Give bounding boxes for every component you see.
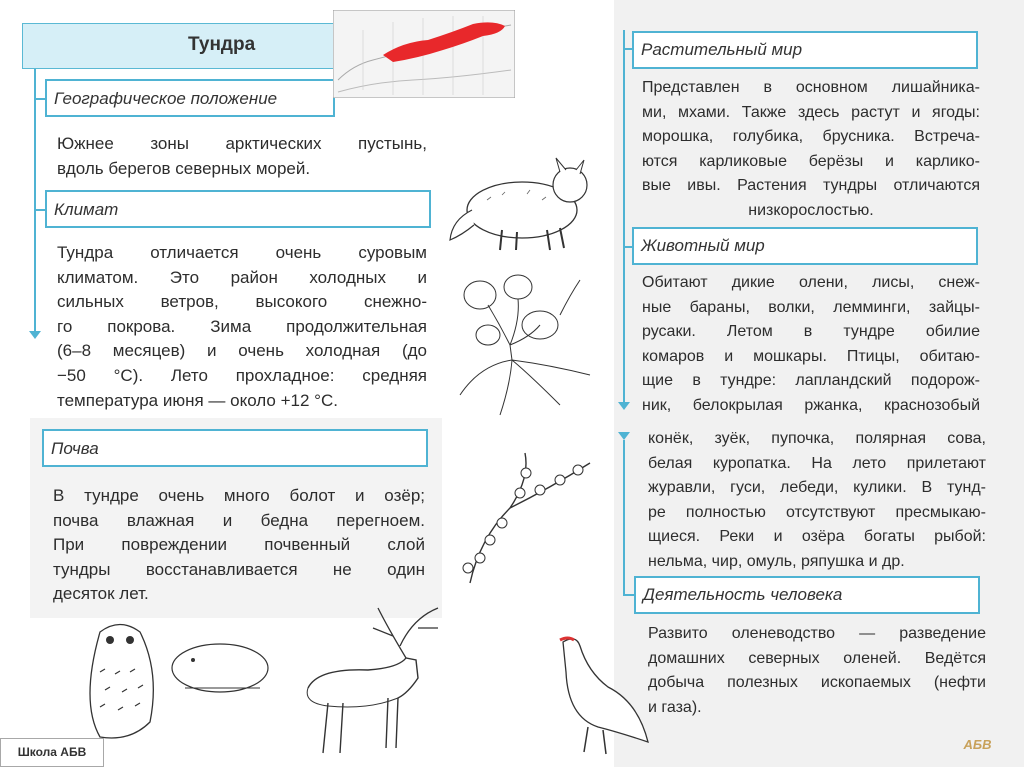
left-guide-line	[34, 69, 36, 331]
animals-text-continued: конёк, зуёк, пупочка, полярная сова, белая куропатка. На лето прилетают журавли, гуси, лебеди, кулики. В тунд- ре полностью отсутствуют пресмыкаю- щиеся. Реки и озёра богаты рыбой: нельма, чир, омуль, ряпушка и др.	[648, 430, 986, 570]
arctic-fox-illustration	[442, 150, 610, 255]
arrow-down-icon	[618, 402, 630, 410]
soil-label: Почва	[51, 439, 99, 458]
soil-text: В тундре очень много болот и озёр; почва влажная и бедна перегноем. При повреждении почвенный слой тундры восстанавливается не один десяток лет.	[53, 486, 425, 604]
arrow-down-icon	[618, 432, 630, 440]
right-guide-line-bottom	[623, 440, 625, 595]
animals-text: Обитают дикие олени, лисы, снеж- ные бараны, волки, лемминги, зайцы- русаки. Летом в тундре обилие комаров и мошкары. Птицы, обитаю- щие в тундре: лапландский подорож- ник, белокрылая ржанка, краснозобый	[642, 274, 980, 414]
plants-text: Представлен в основном лишайника- ми, мхами. Также здесь растут и ягоды: морошка, голубика, брусника. Встреча- ются карликовые берёзы и карлико- вые ивы. Растения тундры отличаются низкорослостью.	[642, 79, 980, 219]
climate-label: Климат	[54, 200, 119, 219]
right-guide-line-top	[623, 30, 625, 402]
geo-label: Географическое положение	[54, 89, 278, 108]
cloudberry-illustration	[440, 265, 600, 417]
school-badge: Школа АБВ	[0, 738, 104, 767]
plants-label: Растительный мир	[641, 40, 803, 59]
reindeer-illustration	[288, 598, 448, 758]
geo-text: Южнее зоны арктических пустынь, вдоль берегов северных морей.	[57, 134, 427, 178]
arrow-down-icon	[29, 331, 41, 339]
climate-text: Тундра отличается очень суровым климатом. Это район холодных и сильных ветров, высокого снежно- го покрова. Зима продолжительная (6–8 месяцев) и очень холодная (до −50 °С). Лето прохладное: средняя температура июня — около +12 °С.	[57, 243, 427, 410]
human-label: Деятельность человека	[643, 585, 843, 604]
soil-label-box	[42, 429, 428, 467]
ptarmigan-illustration	[548, 632, 658, 760]
publisher-logo: АБВ	[963, 737, 992, 752]
human-text: Развито оленеводство — разведение домашних северных оленей. Ведётся добыча полезных ископаемых (нефти и газа).	[648, 625, 986, 716]
page-title: Тундра	[188, 34, 256, 55]
snowy-owl-illustration	[70, 612, 170, 747]
lemming-illustration	[165, 630, 275, 700]
tundra-map	[333, 10, 515, 98]
berry-branch-illustration	[450, 448, 596, 588]
animals-label: Животный мир	[641, 236, 765, 255]
